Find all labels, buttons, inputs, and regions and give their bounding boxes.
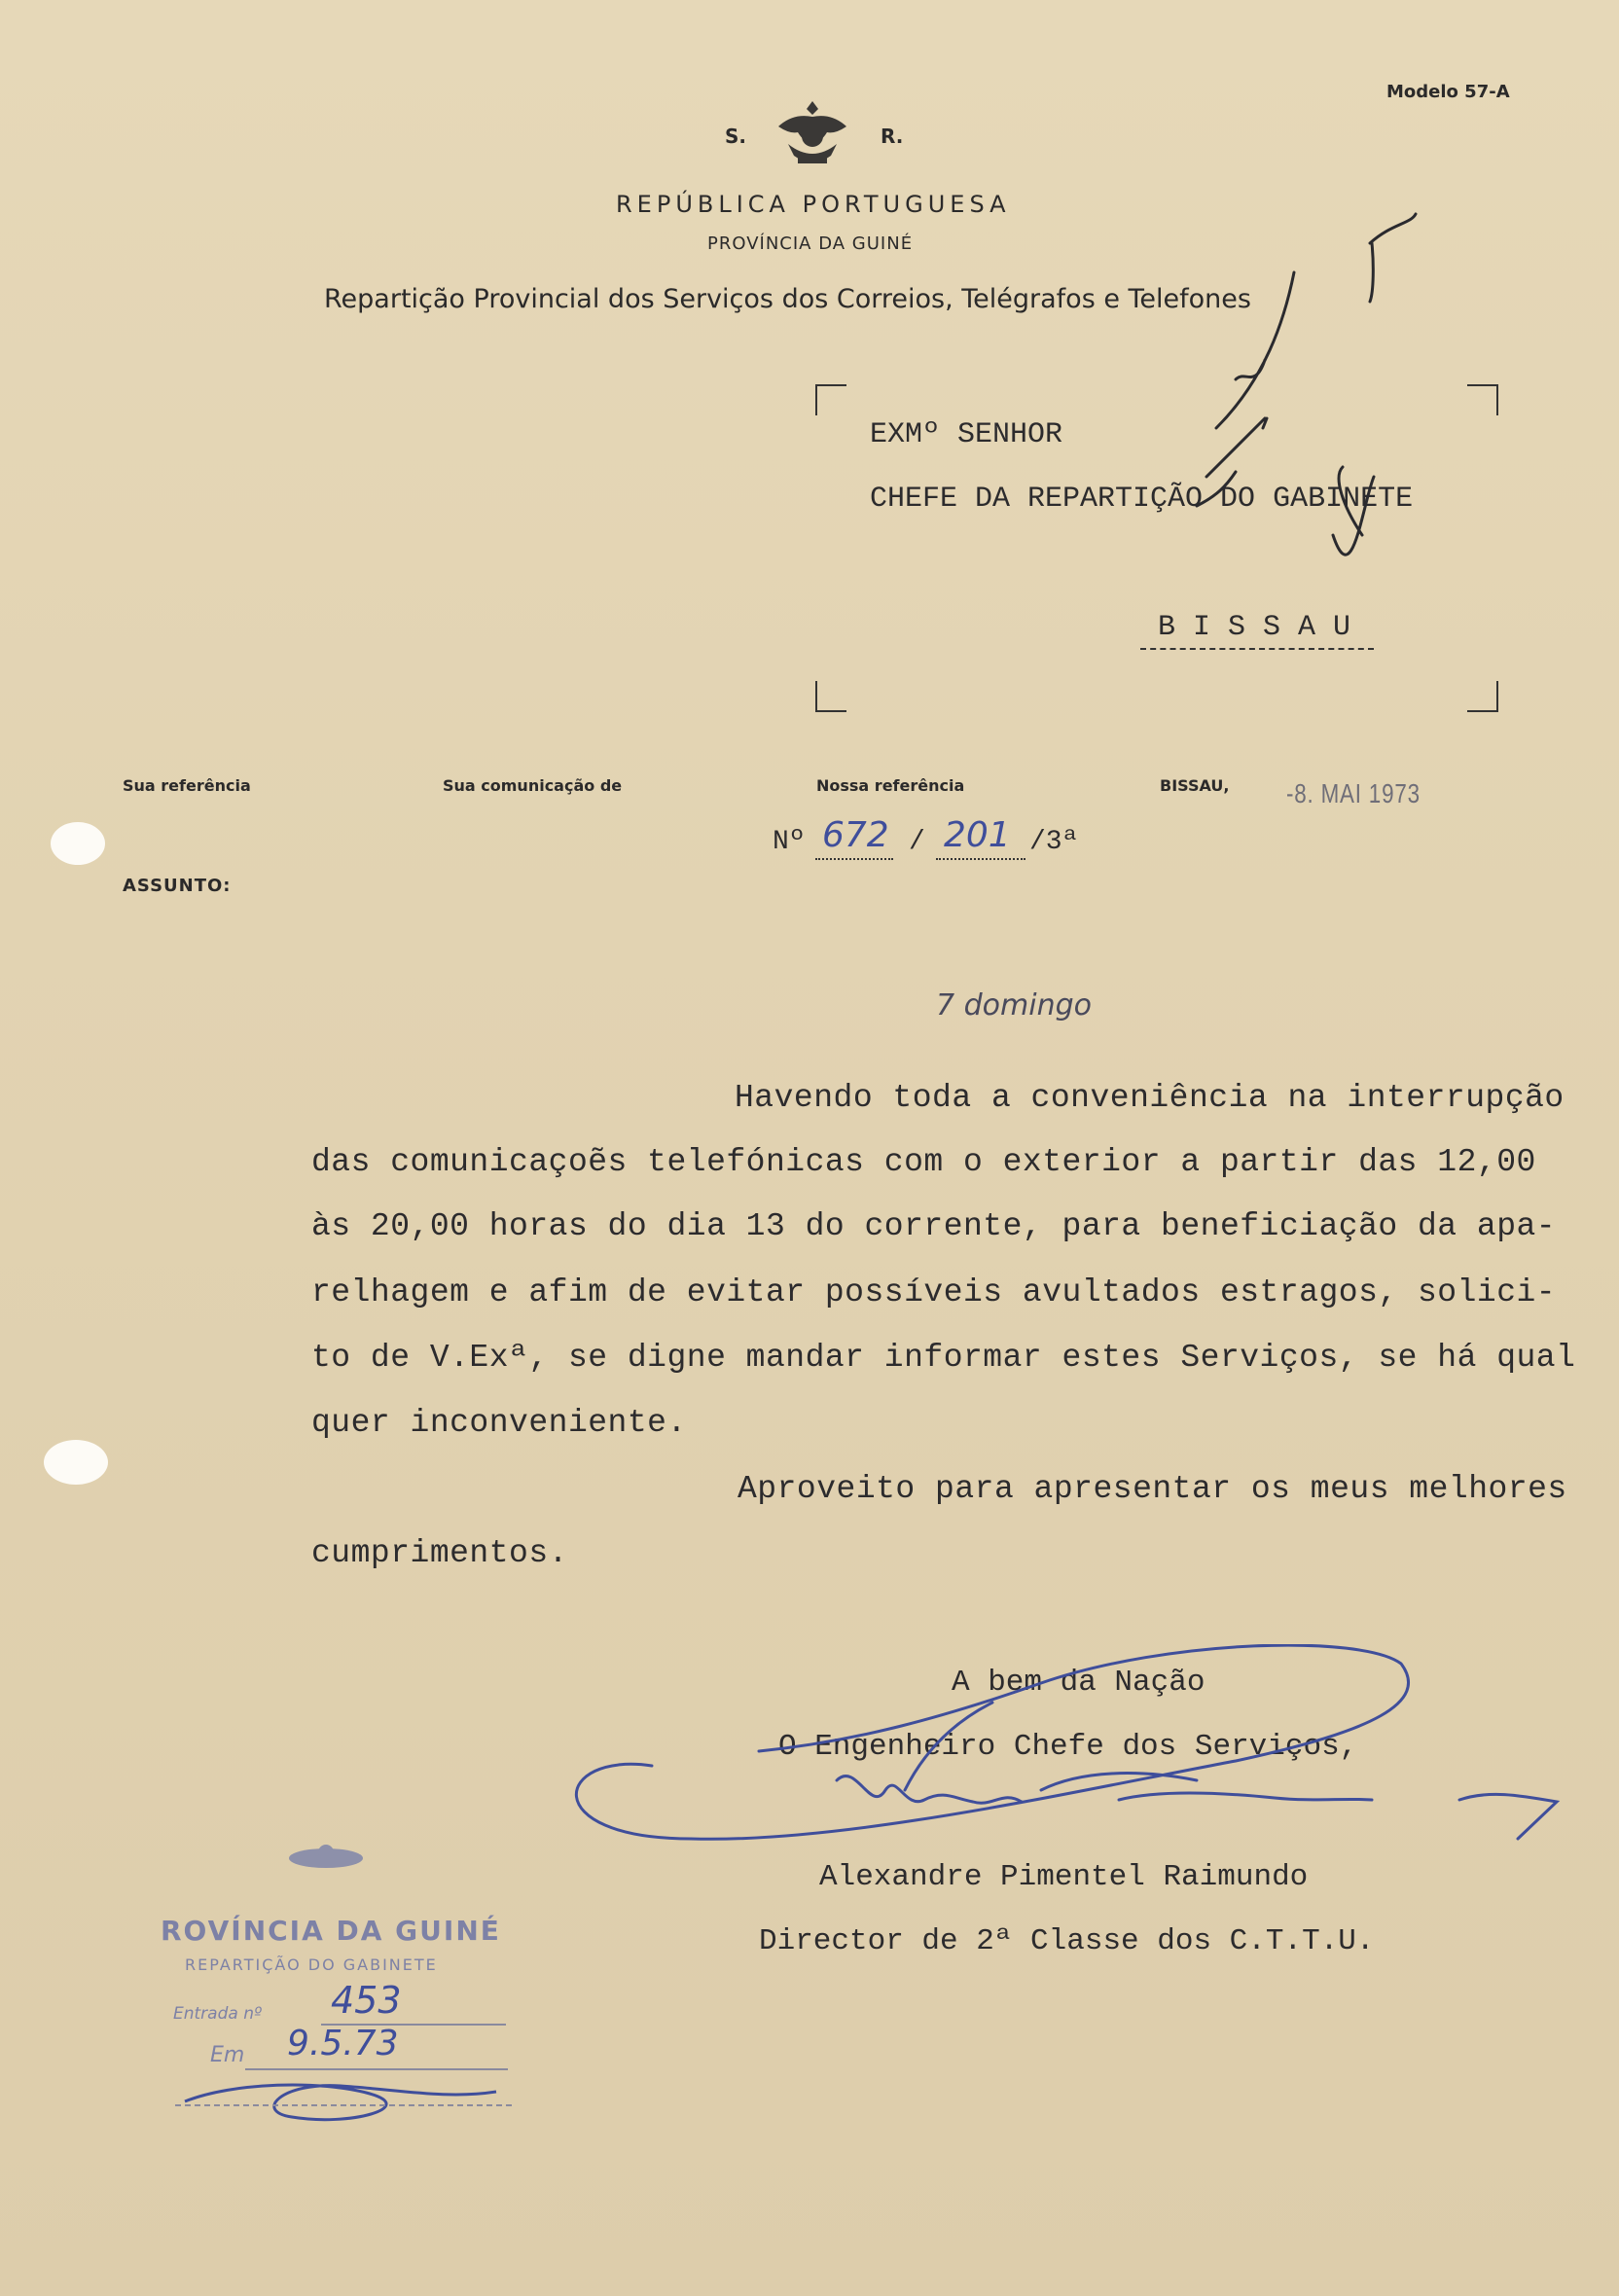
body-line-6: quer inconveniente. <box>311 1405 687 1441</box>
signature-scribble <box>535 1644 1586 1868</box>
ref-slash: / <box>909 827 925 857</box>
department-heading: Repartição Provincial dos Serviços dos Correios, Telégrafos e Telefones <box>324 284 1251 314</box>
body-line-5: to de V.Exª, se digne mandar informar estes Serviços, se há qual <box>311 1340 1576 1376</box>
body-line-8: cumprimentos. <box>311 1535 568 1571</box>
signatory-name: Alexandre Pimentel Raimundo <box>819 1860 1309 1894</box>
city-underline <box>1140 648 1374 650</box>
ref-suffix: /3ª <box>1029 827 1079 857</box>
place-label: BISSAU, <box>1160 776 1230 795</box>
your-reference-label: Sua referência <box>123 776 251 795</box>
addressee-salutation: EXMº SENHOR <box>870 418 1063 451</box>
punch-hole-bottom <box>44 1440 108 1485</box>
body-line-1: Havendo toda a conveniência na interrupção <box>735 1080 1565 1116</box>
body-line-4: relhagem e afim de evitar possíveis avultados estragos, solici- <box>311 1274 1557 1310</box>
stamp-date-line <box>245 2068 508 2070</box>
punch-hole-top <box>51 822 105 865</box>
coat-of-arms-icon <box>769 97 856 175</box>
closing-role: O Engenheiro Chefe dos Serviços, <box>778 1730 1358 1764</box>
stamp-initials-scribble <box>175 2072 516 2131</box>
addressee-title: CHEFE DA REPARTIÇÃO DO GABINETE <box>870 483 1414 516</box>
handwritten-note: 7 domingo <box>936 988 1092 1022</box>
your-communication-label: Sua comunicação de <box>443 776 623 795</box>
stamp-date-label: Em <box>210 2043 245 2067</box>
subject-label: ASSUNTO: <box>123 876 232 896</box>
closing-motto: A bem da Nação <box>952 1666 1205 1700</box>
stamp-entry-label: Entrada nº <box>173 2004 262 2024</box>
stamp-line-1: ROVÍNCIA DA GUINÉ <box>161 1915 501 1947</box>
stamp-line-2: REPARTIÇÃO DO GABINETE <box>185 1955 438 1974</box>
body-line-2: das comunicaçoẽs telefónicas com o exterior a partir das 12,00 <box>311 1144 1536 1180</box>
addressee-city: B I S S A U <box>1158 611 1351 644</box>
margin-annotations-scribble <box>1119 185 1489 613</box>
ref-prefix: Nº <box>773 827 806 857</box>
ref-series-underline <box>936 858 1025 860</box>
stamp-date-value: 9.5.73 <box>287 2024 399 2063</box>
address-corner-br <box>1467 681 1498 712</box>
stamp-entry-number: 453 <box>331 1979 402 2022</box>
emblem-letter-left: S. <box>725 125 747 148</box>
ref-number-underline <box>815 858 893 860</box>
signatory-title: Director de 2ª Classe dos C.T.T.U. <box>759 1924 1375 1958</box>
address-corner-bl <box>815 681 846 712</box>
form-model-label: Modelo 57-A <box>1386 82 1510 102</box>
ref-number: 672 <box>822 815 889 855</box>
ref-series: 201 <box>944 815 1011 855</box>
address-corner-tl <box>815 384 846 415</box>
country-heading: REPÚBLICA PORTUGUESA <box>616 191 1011 218</box>
stamp-emblem-icon <box>282 1839 370 1874</box>
province-heading: PROVÍNCIA DA GUINÉ <box>707 233 914 254</box>
emblem-letter-right: R. <box>881 125 904 148</box>
date-stamp: -8. MAI 1973 <box>1286 778 1421 808</box>
body-line-3: às 20,00 horas do dia 13 do corrente, para beneficiação da apa- <box>311 1208 1557 1244</box>
body-line-7: Aproveito para apresentar os meus melhores <box>738 1471 1567 1507</box>
our-reference-label: Nossa referência <box>816 776 965 795</box>
